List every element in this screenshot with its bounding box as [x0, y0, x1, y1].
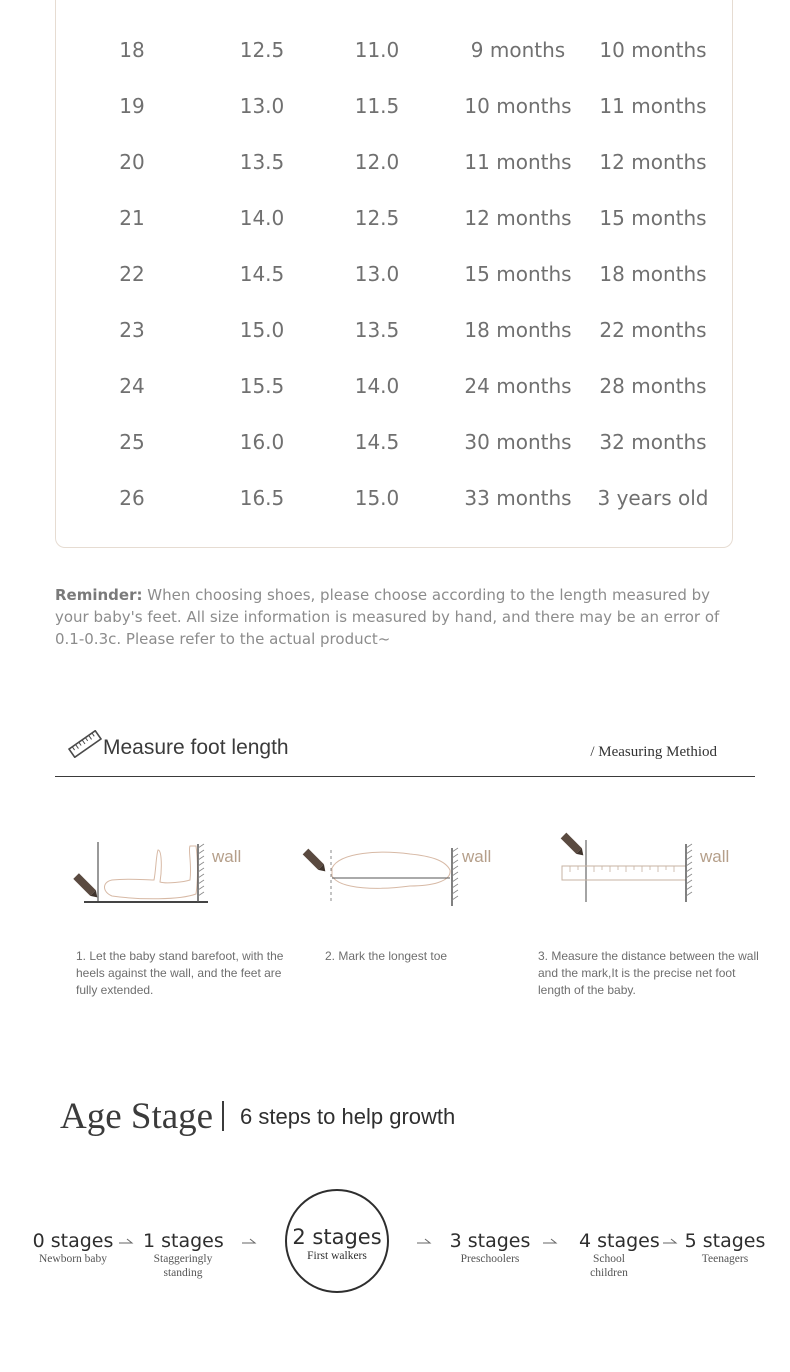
mark-toe-illustration	[300, 820, 500, 920]
cell-size: 18	[119, 38, 145, 62]
step-2-text: 2. Mark the longest toe	[325, 949, 448, 963]
wall-label: wall	[462, 847, 492, 866]
cell-age-to: 11 months	[599, 94, 707, 118]
cell-inner-length: 11.0	[354, 38, 400, 62]
cell-age-to: 32 months	[599, 430, 707, 454]
cell-inner-length: 13.5	[354, 318, 400, 342]
stage-0	[33, 1230, 114, 1266]
wall-label: wall	[700, 847, 730, 866]
cell-size: 25	[119, 430, 145, 454]
stage-4	[579, 1230, 660, 1280]
cell-inner-length: 14.5	[354, 430, 400, 454]
cell-age-to: 15 months	[599, 206, 707, 230]
stage-label: 2 stages	[292, 1225, 382, 1249]
arrow-right-icon	[542, 1236, 558, 1246]
cell-age-from: 12 months	[464, 206, 572, 230]
cell-age-from: 24 months	[464, 374, 572, 398]
cell-size: 20	[119, 150, 145, 174]
arrow-right-icon	[662, 1236, 678, 1246]
cell-foot-length: 13.5	[239, 150, 285, 174]
table-row	[0, 318, 790, 358]
table-row	[0, 94, 790, 134]
cell-size: 22	[119, 262, 145, 286]
stage-2	[292, 1225, 381, 1263]
age-stage-subtitle: 6 steps to help growth	[240, 1104, 456, 1129]
cell-age-to: 22 months	[599, 318, 707, 342]
section-subtitle: / Measuring Methiod	[590, 744, 717, 760]
stage-label: 4 stages	[579, 1230, 660, 1252]
cell-age-from: 15 months	[464, 262, 572, 286]
cell-inner-length: 14.0	[354, 374, 400, 398]
arrow-right-icon	[416, 1236, 432, 1246]
cell-age-to: 12 months	[599, 150, 707, 174]
section-title: Measure foot length	[103, 736, 289, 759]
step-3-text: 3. Measure the distance between the wall and the mark,It is the precise net foot length of the baby.	[538, 949, 759, 997]
measure-header	[55, 726, 755, 777]
cell-age-from: 10 months	[464, 94, 572, 118]
cell-foot-length: 16.0	[239, 430, 285, 454]
reminder-label: Reminder:	[55, 586, 143, 604]
table-row	[0, 430, 790, 470]
cell-age-to: 28 months	[599, 374, 707, 398]
stage-label: 5 stages	[684, 1230, 766, 1252]
arrow-right-icon	[118, 1236, 134, 1246]
cell-size: 26	[119, 486, 145, 510]
table-row	[0, 150, 790, 190]
stage-desc: School children	[590, 1253, 628, 1279]
stage-label: 0 stages	[32, 1230, 114, 1252]
stage-5	[685, 1230, 766, 1266]
cell-inner-length: 15.0	[354, 486, 400, 510]
table-row	[0, 206, 790, 246]
cell-size: 24	[119, 374, 145, 398]
age-stage-title: Age Stage	[60, 1096, 214, 1137]
cell-age-from: 33 months	[464, 486, 572, 510]
ruler-icon	[67, 730, 103, 758]
table-row	[0, 262, 790, 302]
table-row	[0, 374, 790, 414]
measure-distance-illustration	[548, 820, 748, 920]
cell-inner-length: 12.5	[354, 206, 400, 230]
cell-age-to: 18 months	[599, 262, 707, 286]
stage-desc: Teenagers	[701, 1253, 749, 1265]
cell-foot-length: 14.0	[239, 206, 285, 230]
stage-3	[450, 1230, 531, 1266]
cell-age-from: 11 months	[464, 150, 572, 174]
stage-label: 3 stages	[449, 1230, 531, 1252]
cell-age-from: 18 months	[464, 318, 572, 342]
cell-foot-length: 15.5	[239, 374, 285, 398]
cell-size: 23	[119, 318, 145, 342]
cell-size: 21	[119, 206, 145, 230]
arrow-right-icon	[241, 1236, 257, 1246]
reminder-text: When choosing shoes, please choose according to the length measured by your baby's feet. All size information is measured by hand, and there may be an error of 0.1-0.3c. Please refer to the actual product~	[55, 586, 720, 648]
cell-foot-length: 14.5	[239, 262, 285, 286]
wall-label: wall	[212, 847, 242, 866]
stage-desc: First walkers	[307, 1250, 367, 1262]
cell-age-to: 10 months	[599, 38, 707, 62]
stage-desc: Staggeringly standing	[153, 1253, 213, 1279]
cell-foot-length: 15.0	[239, 318, 285, 342]
cell-age-to: 3 years old	[597, 486, 709, 510]
cell-inner-length: 13.0	[354, 262, 400, 286]
title-divider	[222, 1101, 224, 1131]
table-row	[0, 38, 790, 78]
cell-foot-length: 13.0	[239, 94, 285, 118]
cell-age-from: 9 months	[470, 38, 566, 62]
stage-1	[143, 1230, 223, 1280]
table-row	[0, 486, 790, 526]
cell-inner-length: 11.5	[354, 94, 400, 118]
reminder-note	[55, 584, 745, 650]
stage-desc: Preschoolers	[460, 1253, 520, 1265]
stage-label: 1 stages	[143, 1230, 224, 1252]
cell-inner-length: 12.0	[354, 150, 400, 174]
cell-foot-length: 12.5	[239, 38, 285, 62]
cell-foot-length: 16.5	[239, 486, 285, 510]
step-1-text: 1. Let the baby stand barefoot, with the heels against the wall, and the feet are fully extended.	[76, 949, 284, 997]
stand-barefoot-illustration	[70, 820, 270, 920]
cell-size: 19	[119, 94, 145, 118]
cell-age-from: 30 months	[464, 430, 572, 454]
stage-desc: Newborn baby	[38, 1253, 108, 1265]
